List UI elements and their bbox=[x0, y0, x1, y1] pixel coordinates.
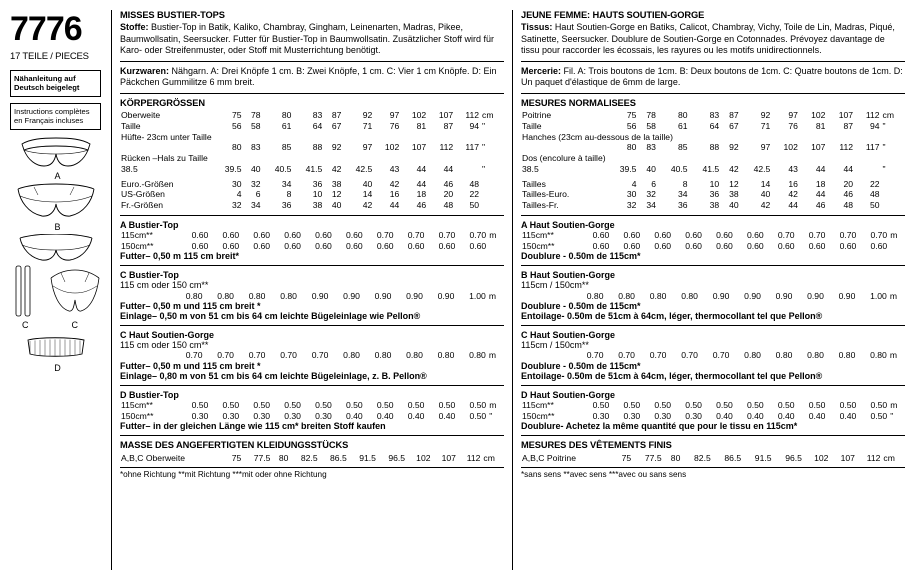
german-finished-title: MASSE DES ANGEFERTIGTEN KLEIDUNGSSTÜCKS bbox=[120, 440, 349, 451]
french-fabrics bbox=[521, 22, 905, 57]
german-fabrics-label: Stoffe: bbox=[120, 22, 149, 32]
table-row: 80 83 85 88 92 97 102 107 112 117 " bbox=[231, 142, 486, 153]
german-yardage-block-c2: C Haut Soutien-Gorge 115 cm oder 150 cm** 0.70 0.70 0.70 0.70 0.70 0.80 0.80 0.80 0.80 0.80 m Futter– 0,50 m und 115 cm breit * Einlage– 0,80 m von 51 cm bis 64 cm leichte Bügeleinlage, z. B. Pellon® bbox=[120, 330, 504, 381]
table-row: Dos (encolure à taille) bbox=[522, 153, 606, 164]
table-row: Tailles-Euro. 30 32 34 36 38 40 42 44 46 48 bbox=[522, 189, 880, 200]
french-lining-a: Doublure - 0.50m de 115cm* bbox=[521, 251, 641, 262]
french-yardage-block-b: B Haut Soutien-Gorge 115cm / 150cm** 0.80 0.80 0.80 0.80 0.90 0.90 0.90 0.90 0.90 1.00 m Doublure - 0.50m de 115cm* Entoilage- 0.50m de 51cm à 64cm, léger, thermocollant tel que Pellon® bbox=[521, 270, 905, 321]
table-row: Tailles-Fr. 32 34 36 38 40 42 44 46 48 50 bbox=[522, 200, 880, 211]
german-notions-text: Nähgarn. A: Drei Knöpfe 1 cm. B: Zwei Knöpfe, 1 cm. C: Vier 1 cm Knöpfe. D: Ein Päckchen Gummilitze 6 mm breit. bbox=[120, 65, 497, 88]
pattern-number: 7776 bbox=[10, 10, 82, 48]
french-column bbox=[513, 10, 907, 570]
french-lining-d: Doublure- Achetez la même quantité que pour le tissu en 115cm* bbox=[521, 421, 798, 432]
french-interfacing-c: Entoilage- 0.50m de 51cm à 64cm, léger, thermocollant tel que Pellon® bbox=[521, 370, 823, 381]
yardage-table-c2 bbox=[120, 350, 504, 361]
german-instructions-box: Nähanleitung auf Deutsch beigelegt bbox=[10, 70, 101, 97]
french-finished-table bbox=[521, 452, 905, 463]
table-row: 115cm** 0.50 0.50 0.50 0.50 0.50 0.50 0.50 0.50 0.50 0.50 m bbox=[121, 400, 497, 411]
pieces-count: 17 TEILE / PIECES bbox=[10, 51, 89, 62]
french-notions-text: Fil. A: Trois boutons de 1cm. B: Deux boutons de 1cm. C: Quatre boutons de 1cm. D: Un paquet d'élastique de 6mm de large. bbox=[521, 65, 903, 88]
table-row: US-Größen 4 6 8 10 12 14 16 18 20 22 bbox=[121, 189, 480, 200]
table-row: Taille 56 58 61 64 67 71 76 81 87 94 " bbox=[121, 120, 486, 131]
table-row: 0.80 0.80 0.80 0.80 0.90 0.90 0.90 0.90 0.90 1.00 m bbox=[586, 290, 898, 301]
french-footnotes: *sans sens **avec sens ***avec ou sans sens bbox=[521, 467, 905, 479]
german-lining-d: Futter– in der gleichen Länge wie 115 cm* breiten Stoff kaufen bbox=[120, 421, 386, 432]
german-title: MISSES BUSTIER-TOPS bbox=[120, 10, 225, 20]
german-fabrics bbox=[120, 22, 504, 57]
illustration-column bbox=[8, 10, 112, 570]
french-notions-label: Mercerie: bbox=[521, 65, 562, 76]
table-row: 0.70 0.70 0.70 0.70 0.70 0.80 0.80 0.80 0.80 0.80 m bbox=[185, 350, 497, 361]
table-row: Poitrine 75 78 80 83 87 92 97 102 107 112 cm bbox=[522, 109, 894, 120]
french-finished-title: MESURES DES VÊTEMENTS FINIS bbox=[521, 440, 672, 451]
german-finished-table bbox=[120, 452, 504, 463]
table-row: 150cm** 0.30 0.30 0.30 0.30 0.30 0.40 0.40 0.40 0.40 0.50 " bbox=[121, 410, 493, 421]
german-notions bbox=[120, 66, 504, 89]
yardage-table-d bbox=[120, 400, 504, 422]
table-row: A,B,C Poitrine 75 77.5 80 82.5 86.5 91.5 96.5 102 107 112 cm bbox=[522, 452, 895, 463]
french-title: JEUNE FEMME: HAUTS SOUTIEN-GORGE bbox=[521, 10, 705, 20]
bustier-top-c-icon bbox=[8, 234, 104, 264]
french-yardage-table-d bbox=[521, 400, 905, 422]
table-row: 115cm** 0.60 0.60 0.60 0.60 0.60 0.60 0.70 0.70 0.70 0.70 m bbox=[522, 230, 898, 240]
view-label-c-left: C bbox=[22, 319, 29, 330]
bra-strap-c-icon bbox=[12, 264, 38, 320]
german-measures-title: KÖRPERGRÖSSEN bbox=[120, 97, 205, 108]
french-yardage-table-b bbox=[521, 290, 905, 301]
table-row: 80 83 85 88 92 97 102 107 112 117 " bbox=[626, 142, 886, 153]
german-yardage-block-c1: C Bustier-Top 115 cm oder 150 cm** 0.80 0.80 0.80 0.80 0.90 0.90 0.90 0.90 0.90 1.00 m Futter– 0,50 m und 115 cm breit * Einlage– 0,50 m von 51 cm bis 64 cm leichte Bügeleinlage wie Pellon® bbox=[120, 270, 504, 321]
french-yardage-block-d: D Haut Soutien-Gorge 115cm** 0.50 0.50 0.50 0.50 0.50 0.50 0.50 0.50 0.50 0.50 m 150cm** 0.30 0.30 0.30 0.30 0.40 0.40 0.40 0.40 0.40 0.50 " Doublure- Achetez la même quantité que pour le tissu en 115cm* bbox=[521, 390, 905, 432]
french-lining-c: Doublure - 0.50m de 115cm* bbox=[521, 360, 641, 371]
table-row: Rücken –Hals zu Taille bbox=[121, 153, 208, 164]
french-instructions-box: Instructions complètes en Français incluses bbox=[10, 103, 101, 130]
yardage-table-a bbox=[120, 230, 504, 252]
german-lining-a: Futter– 0,50 m 115 cm breit* bbox=[120, 251, 240, 262]
view-c-pair bbox=[8, 264, 107, 320]
french-fabrics-text: Haut Soutien-Gorge en Batiks, Calicot, Chambray, Vichy, Toile de Lin, Madras, Piqué, Satinette, Seersucker. Doublure de Soutien-Gorge en Cotonnades. Prévoyez davantage de tissu pour raccorder les écossais, les rayures ou les motifs unidirectionnels. bbox=[521, 22, 895, 56]
table-row: 115cm** 0.50 0.50 0.50 0.50 0.50 0.50 0.50 0.50 0.50 0.50 m bbox=[522, 400, 898, 411]
view-label-a: A bbox=[54, 170, 61, 181]
german-yardage-block-a: A Bustier-Top 115cm** 0.60 0.60 0.60 0.60 0.60 0.60 0.70 0.70 0.70 0.70 m 150cm** 0.60 0.60 0.60 0.60 0.60 0.60 0.60 0.60 0.60 0.60 Futter– 0,50 m 115 cm breit* bbox=[120, 220, 504, 262]
table-row: 0.70 0.70 0.70 0.70 0.70 0.80 0.80 0.80 0.80 0.80 m bbox=[586, 350, 898, 361]
bustier-top-c2-icon bbox=[47, 264, 103, 320]
table-row: 150cm** 0.30 0.30 0.30 0.30 0.40 0.40 0.40 0.40 0.40 0.50 " bbox=[522, 410, 894, 421]
german-notions-label: Kurzwaren: bbox=[120, 65, 170, 76]
table-row: Fr.-Größen 32 34 36 38 40 42 44 46 48 50 bbox=[121, 200, 480, 211]
table-row: Oberweite 75 78 80 83 87 92 97 102 107 112 cm bbox=[121, 109, 494, 120]
view-c-illustration-top bbox=[8, 234, 107, 264]
bandeau-top-d-icon bbox=[8, 336, 104, 362]
german-fabrics-text: Bustier-Top in Batik, Kaliko, Chambray, Gingham, Leinenarten, Madras, Pikee, Baumwollsatin, Seersucker. Futter für Bustier-Top in Baumwollsatin. Zusätzlicher Stoff wird für Karo- oder Streifenmuster, oder Stoff mit Musterrichtung benötigt. bbox=[120, 22, 494, 56]
german-size-table bbox=[120, 110, 504, 211]
french-size-table bbox=[521, 110, 905, 211]
french-measures-title: MESURES NORMALISEES bbox=[521, 97, 636, 108]
table-row: 38.5 39.5 40 40.5 41.5 42 42.5 43 44 44 " bbox=[121, 163, 486, 174]
table-row: Taille 56 58 61 64 67 71 76 81 87 94 " bbox=[522, 120, 886, 131]
french-yardage-table-c bbox=[521, 350, 905, 361]
yardage-table-c1 bbox=[120, 290, 504, 301]
view-label-b: B bbox=[54, 221, 61, 232]
table-row: A,B,C Oberweite 75 77.5 80 82.5 86.5 91.5 96.5 102 107 112 cm bbox=[121, 452, 495, 463]
german-lining-c1: Futter– 0,50 m und 115 cm breit * bbox=[120, 300, 261, 311]
german-lining-c2: Futter– 0,50 m und 115 cm breit * bbox=[120, 360, 261, 371]
german-interfacing-c1: Einlage– 0,50 m von 51 cm bis 64 cm leichte Bügeleinlage wie Pellon® bbox=[120, 310, 421, 321]
view-a-illustration bbox=[8, 136, 107, 181]
view-d-illustration bbox=[8, 336, 107, 373]
table-row: Hüfte- 23cm unter Taille bbox=[121, 131, 212, 142]
table-row: 38.5 39.5 40 40.5 41.5 42 42.5 43 44 44 " bbox=[522, 163, 886, 174]
german-footnotes: *ohne Richtung **mit Richtung ***mit oder ohne Richtung bbox=[120, 467, 504, 479]
table-row: Tailles 4 6 8 10 12 14 16 18 20 22 bbox=[522, 178, 880, 189]
table-row: 0.80 0.80 0.80 0.80 0.90 0.90 0.90 0.90 0.90 1.00 m bbox=[185, 290, 497, 301]
french-interfacing-b: Entoilage- 0.50m de 51cm à 64cm, léger, thermocollant tel que Pellon® bbox=[521, 310, 823, 321]
french-lining-b: Doublure - 0.50m de 115cm* bbox=[521, 300, 641, 311]
table-row: 150cm** 0.60 0.60 0.60 0.60 0.60 0.60 0.60 0.60 0.60 0.60 bbox=[522, 240, 888, 251]
french-yardage-block-a: A Haut Soutien-Gorge 115cm** 0.60 0.60 0.60 0.60 0.60 0.60 0.70 0.70 0.70 0.70 m 150cm** 0.60 0.60 0.60 0.60 0.60 0.60 0.60 0.60 0.60 0.60 Doublure - 0.50m de 115cm* bbox=[521, 220, 905, 262]
french-yardage-table-a bbox=[521, 230, 905, 252]
view-b-illustration bbox=[8, 183, 107, 232]
view-label-d: D bbox=[54, 362, 61, 373]
french-notions bbox=[521, 66, 905, 89]
bustier-top-b-icon bbox=[8, 183, 104, 221]
french-yardage-block-c: C Haut Soutien-Gorge 115cm / 150cm** 0.70 0.70 0.70 0.70 0.70 0.80 0.80 0.80 0.80 0.80 m Doublure - 0.50m de 115cm* Entoilage- 0.50m de 51cm à 64cm, léger, thermocollant tel que Pellon® bbox=[521, 330, 905, 381]
view-label-c-right: C bbox=[71, 319, 78, 330]
table-row: 115cm** 0.60 0.60 0.60 0.60 0.60 0.60 0.70 0.70 0.70 0.70 m bbox=[121, 230, 497, 240]
table-row: 150cm** 0.60 0.60 0.60 0.60 0.60 0.60 0.60 0.60 0.60 0.60 bbox=[121, 240, 487, 251]
bustier-top-a-icon bbox=[8, 136, 104, 170]
table-row: Euro.-Größen 30 32 34 36 38 40 42 44 46 48 bbox=[121, 178, 480, 189]
table-row: Hanches (23cm au-dessous de la taille) bbox=[522, 131, 673, 142]
german-yardage-block-d: D Bustier-Top 115cm** 0.50 0.50 0.50 0.50 0.50 0.50 0.50 0.50 0.50 0.50 m 150cm** 0.30 0.30 0.30 0.30 0.30 0.40 0.40 0.40 0.40 0.50 " Futter– in der gleichen Länge wie 115 cm* breiten Stoff kaufen bbox=[120, 390, 504, 432]
german-column bbox=[112, 10, 513, 570]
french-fabrics-label: Tissus: bbox=[521, 22, 553, 32]
german-interfacing-c2: Einlage– 0,80 m von 51 cm bis 64 cm leichte Bügeleinlage, z. B. Pellon® bbox=[120, 370, 427, 381]
